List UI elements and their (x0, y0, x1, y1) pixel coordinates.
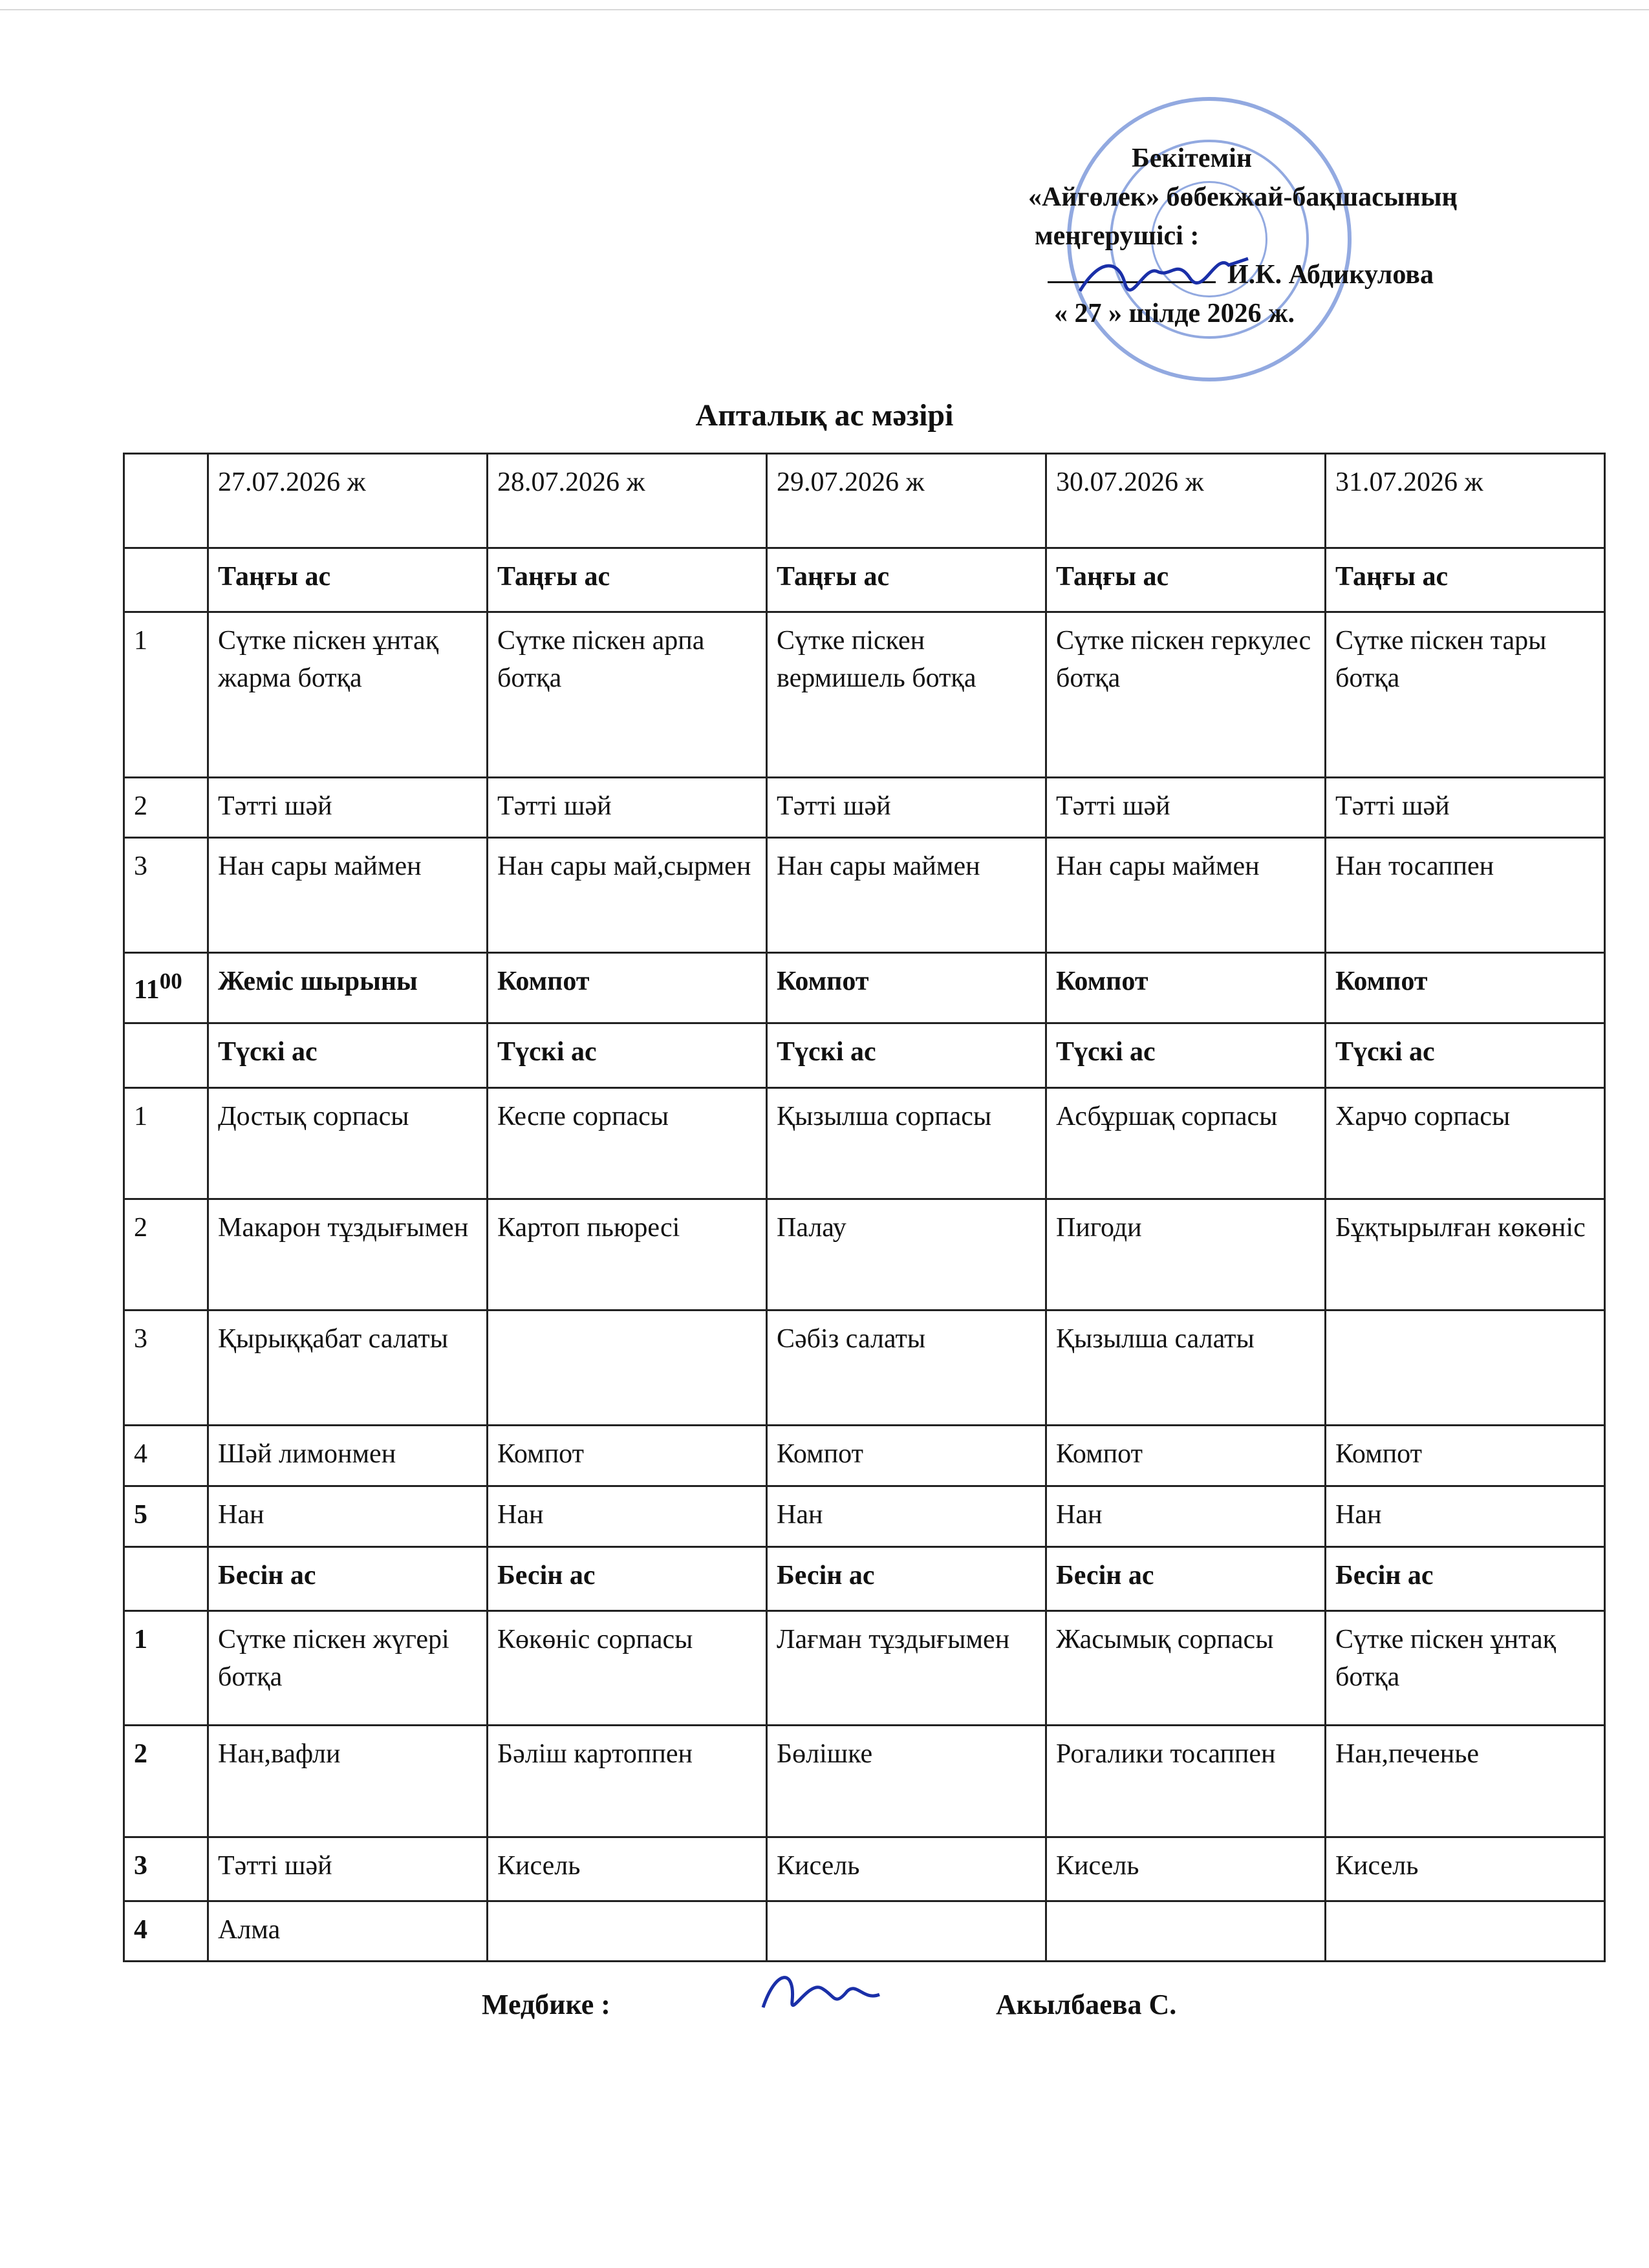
breakfast-header-row (124, 548, 1605, 612)
director-signature (1073, 239, 1255, 310)
page-title: Апталық ас мәзірі (695, 398, 954, 433)
menu-cell: Тәтті шәй (1326, 778, 1605, 838)
menu-cell: Нан сары май,сырмен (488, 838, 767, 953)
snack-time-minutes: 00 (159, 968, 182, 994)
nurse-label: Медбике : (482, 1989, 610, 2020)
menu-cell: Нан (208, 1486, 488, 1546)
section-header-cell: Түскі ас (767, 1023, 1046, 1087)
section-header-cell: Бесін ас (208, 1546, 488, 1610)
menu-cell: Жеміс шырыны (208, 952, 488, 1023)
menu-cell: Компот (1046, 952, 1326, 1023)
menu-cell: Лағман тұздығымен (767, 1610, 1046, 1726)
nurse-name: Акылбаева С. (996, 1989, 1177, 2020)
row-number: 2 (124, 778, 208, 838)
row-number: 2 (124, 1726, 208, 1837)
menu-cell: Макарон тұздығымен (208, 1199, 488, 1310)
section-header-cell: Таңғы ас (1326, 548, 1605, 612)
menu-cell: Сүтке піскен геркулес ботқа (1046, 612, 1326, 778)
menu-row (124, 612, 1605, 778)
menu-cell: Компот (488, 1425, 767, 1486)
menu-cell: Нан сары маймен (208, 838, 488, 953)
row-number: 4 (124, 1901, 208, 1961)
row-number: 3 (124, 838, 208, 953)
menu-cell: Бөлішке (767, 1726, 1046, 1837)
row-number: 1 (124, 1087, 208, 1199)
approval-line-3: меңгерушісі : (1035, 221, 1200, 251)
menu-row (124, 838, 1605, 953)
row-number: 4 (124, 1425, 208, 1486)
section-header-cell: Таңғы ас (208, 548, 488, 612)
approval-line-1: Бекітемін (1132, 144, 1253, 173)
section-header-cell: Таңғы ас (767, 548, 1046, 612)
menu-cell: Тәтті шәй (767, 778, 1046, 838)
menu-cell: Рогалики тосаппен (1046, 1726, 1326, 1837)
menu-cell: Сүтке піскен тары ботқа (1326, 612, 1605, 778)
menu-cell: Нан (767, 1486, 1046, 1546)
section-header-cell: Бесін ас (1046, 1546, 1326, 1610)
section-header-cell: Түскі ас (208, 1023, 488, 1087)
menu-cell: Алма (208, 1901, 488, 1961)
menu-cell: Нан (1326, 1486, 1605, 1546)
weekly-menu-table (123, 453, 1606, 1962)
menu-cell: Сүтке піскен ұнтақ ботқа (1326, 1610, 1605, 1726)
menu-row (124, 1726, 1605, 1837)
menu-row (124, 1901, 1605, 1961)
menu-row (124, 1425, 1605, 1486)
snack-time-hour: 11 (134, 974, 160, 1005)
section-header-cell: Түскі ас (488, 1023, 767, 1087)
menu-cell: Сүтке піскен жүгері ботқа (208, 1610, 488, 1726)
date-cell: 28.07.2026 ж (488, 454, 767, 548)
menu-cell: Тәтті шәй (208, 778, 488, 838)
menu-row (124, 1311, 1605, 1426)
menu-cell: Достық сорпасы (208, 1087, 488, 1199)
menu-cell (488, 1311, 767, 1426)
section-header-cell: Бесін ас (488, 1546, 767, 1610)
menu-cell: Тәтті шәй (208, 1837, 488, 1901)
menu-cell: Көкөніс сорпасы (488, 1610, 767, 1726)
row-number: 3 (124, 1837, 208, 1901)
menu-cell: Тәтті шәй (1046, 778, 1326, 838)
menu-cell: Сәбіз салаты (767, 1311, 1046, 1426)
menu-cell: Нан,печенье (1326, 1726, 1605, 1837)
menu-cell (1046, 1901, 1326, 1961)
row-number: 2 (124, 1199, 208, 1310)
director-name: И.К. Абдикулова (1227, 260, 1434, 290)
menu-cell: Сүтке піскен ұнтақ жарма ботқа (208, 612, 488, 778)
lunch-header-row (124, 1023, 1605, 1087)
menu-cell: Компот (1326, 1425, 1605, 1486)
menu-cell: Кеспе сорпасы (488, 1087, 767, 1199)
menu-cell: Шәй лимонмен (208, 1425, 488, 1486)
menu-cell: Қызылша салаты (1046, 1311, 1326, 1426)
menu-cell: Сүтке піскен вермишель ботқа (767, 612, 1046, 778)
section-num-cell (124, 1023, 208, 1087)
date-cell: 30.07.2026 ж (1046, 454, 1326, 548)
row-number: 3 (124, 1311, 208, 1426)
section-header-cell: Бесін ас (1326, 1546, 1605, 1610)
menu-cell: Бұқтырылған көкөніс (1326, 1199, 1605, 1310)
menu-cell: Картоп пьюресі (488, 1199, 767, 1310)
menu-cell: Қырыққабат салаты (208, 1311, 488, 1426)
menu-cell: Компот (488, 952, 767, 1023)
menu-cell: Жасымық сорпасы (1046, 1610, 1326, 1726)
menu-cell: Нан сары маймен (1046, 838, 1326, 953)
menu-cell: Нан сары маймен (767, 838, 1046, 953)
dinner-header-row (124, 1546, 1605, 1610)
menu-cell: Нан тосаппен (1326, 838, 1605, 953)
menu-row (124, 1486, 1605, 1546)
menu-row (124, 1199, 1605, 1310)
menu-cell: Сүтке піскен арпа ботқа (488, 612, 767, 778)
menu-cell: Харчо сорпасы (1326, 1087, 1605, 1199)
menu-cell (1326, 1901, 1605, 1961)
menu-cell: Тәтті шәй (488, 778, 767, 838)
nurse-signature (757, 1962, 886, 2020)
menu-row (124, 778, 1605, 838)
menu-row (124, 1610, 1605, 1726)
section-num-cell (124, 1546, 208, 1610)
section-header-cell: Таңғы ас (488, 548, 767, 612)
menu-cell: Палау (767, 1199, 1046, 1310)
menu-cell: Компот (1046, 1425, 1326, 1486)
snack-row (124, 952, 1605, 1023)
date-cell: 31.07.2026 ж (1326, 454, 1605, 548)
snack-time (124, 952, 208, 1023)
menu-cell: Кисель (488, 1837, 767, 1901)
menu-cell: Кисель (1326, 1837, 1605, 1901)
menu-cell: Асбұршақ сорпасы (1046, 1087, 1326, 1199)
menu-cell: Компот (1326, 952, 1605, 1023)
menu-cell: Компот (767, 1425, 1046, 1486)
menu-cell: Кисель (767, 1837, 1046, 1901)
menu-cell: Қызылша сорпасы (767, 1087, 1046, 1199)
section-header-cell: Таңғы ас (1046, 548, 1326, 612)
date-cell: 29.07.2026 ж (767, 454, 1046, 548)
section-header-cell: Түскі ас (1326, 1023, 1605, 1087)
menu-cell: Пигоди (1046, 1199, 1326, 1310)
menu-row (124, 1087, 1605, 1199)
menu-cell (488, 1901, 767, 1961)
menu-cell: Нан (488, 1486, 767, 1546)
menu-cell: Нан,вафли (208, 1726, 488, 1837)
section-header-cell: Түскі ас (1046, 1023, 1326, 1087)
menu-cell (767, 1901, 1046, 1961)
menu-cell: Нан (1046, 1486, 1326, 1546)
approval-line-2: «Айгөлек» бөбекжай-бақшасының (1028, 182, 1458, 212)
dates-row (124, 454, 1605, 548)
menu-row (124, 1837, 1605, 1901)
date-cell: 27.07.2026 ж (208, 454, 488, 548)
section-header-cell: Бесін ас (767, 1546, 1046, 1610)
row-number: 5 (124, 1486, 208, 1546)
menu-cell: Бәліш картоппен (488, 1726, 767, 1837)
scan-edge-line (0, 9, 1649, 10)
approval-line-5: « 27 » шілде 2026 ж. (1054, 299, 1295, 328)
menu-cell: Кисель (1046, 1837, 1326, 1901)
row-number: 1 (124, 1610, 208, 1726)
row-number: 1 (124, 612, 208, 778)
section-num-cell (124, 548, 208, 612)
menu-cell: Компот (767, 952, 1046, 1023)
corner-cell (124, 454, 208, 548)
menu-cell (1326, 1311, 1605, 1426)
